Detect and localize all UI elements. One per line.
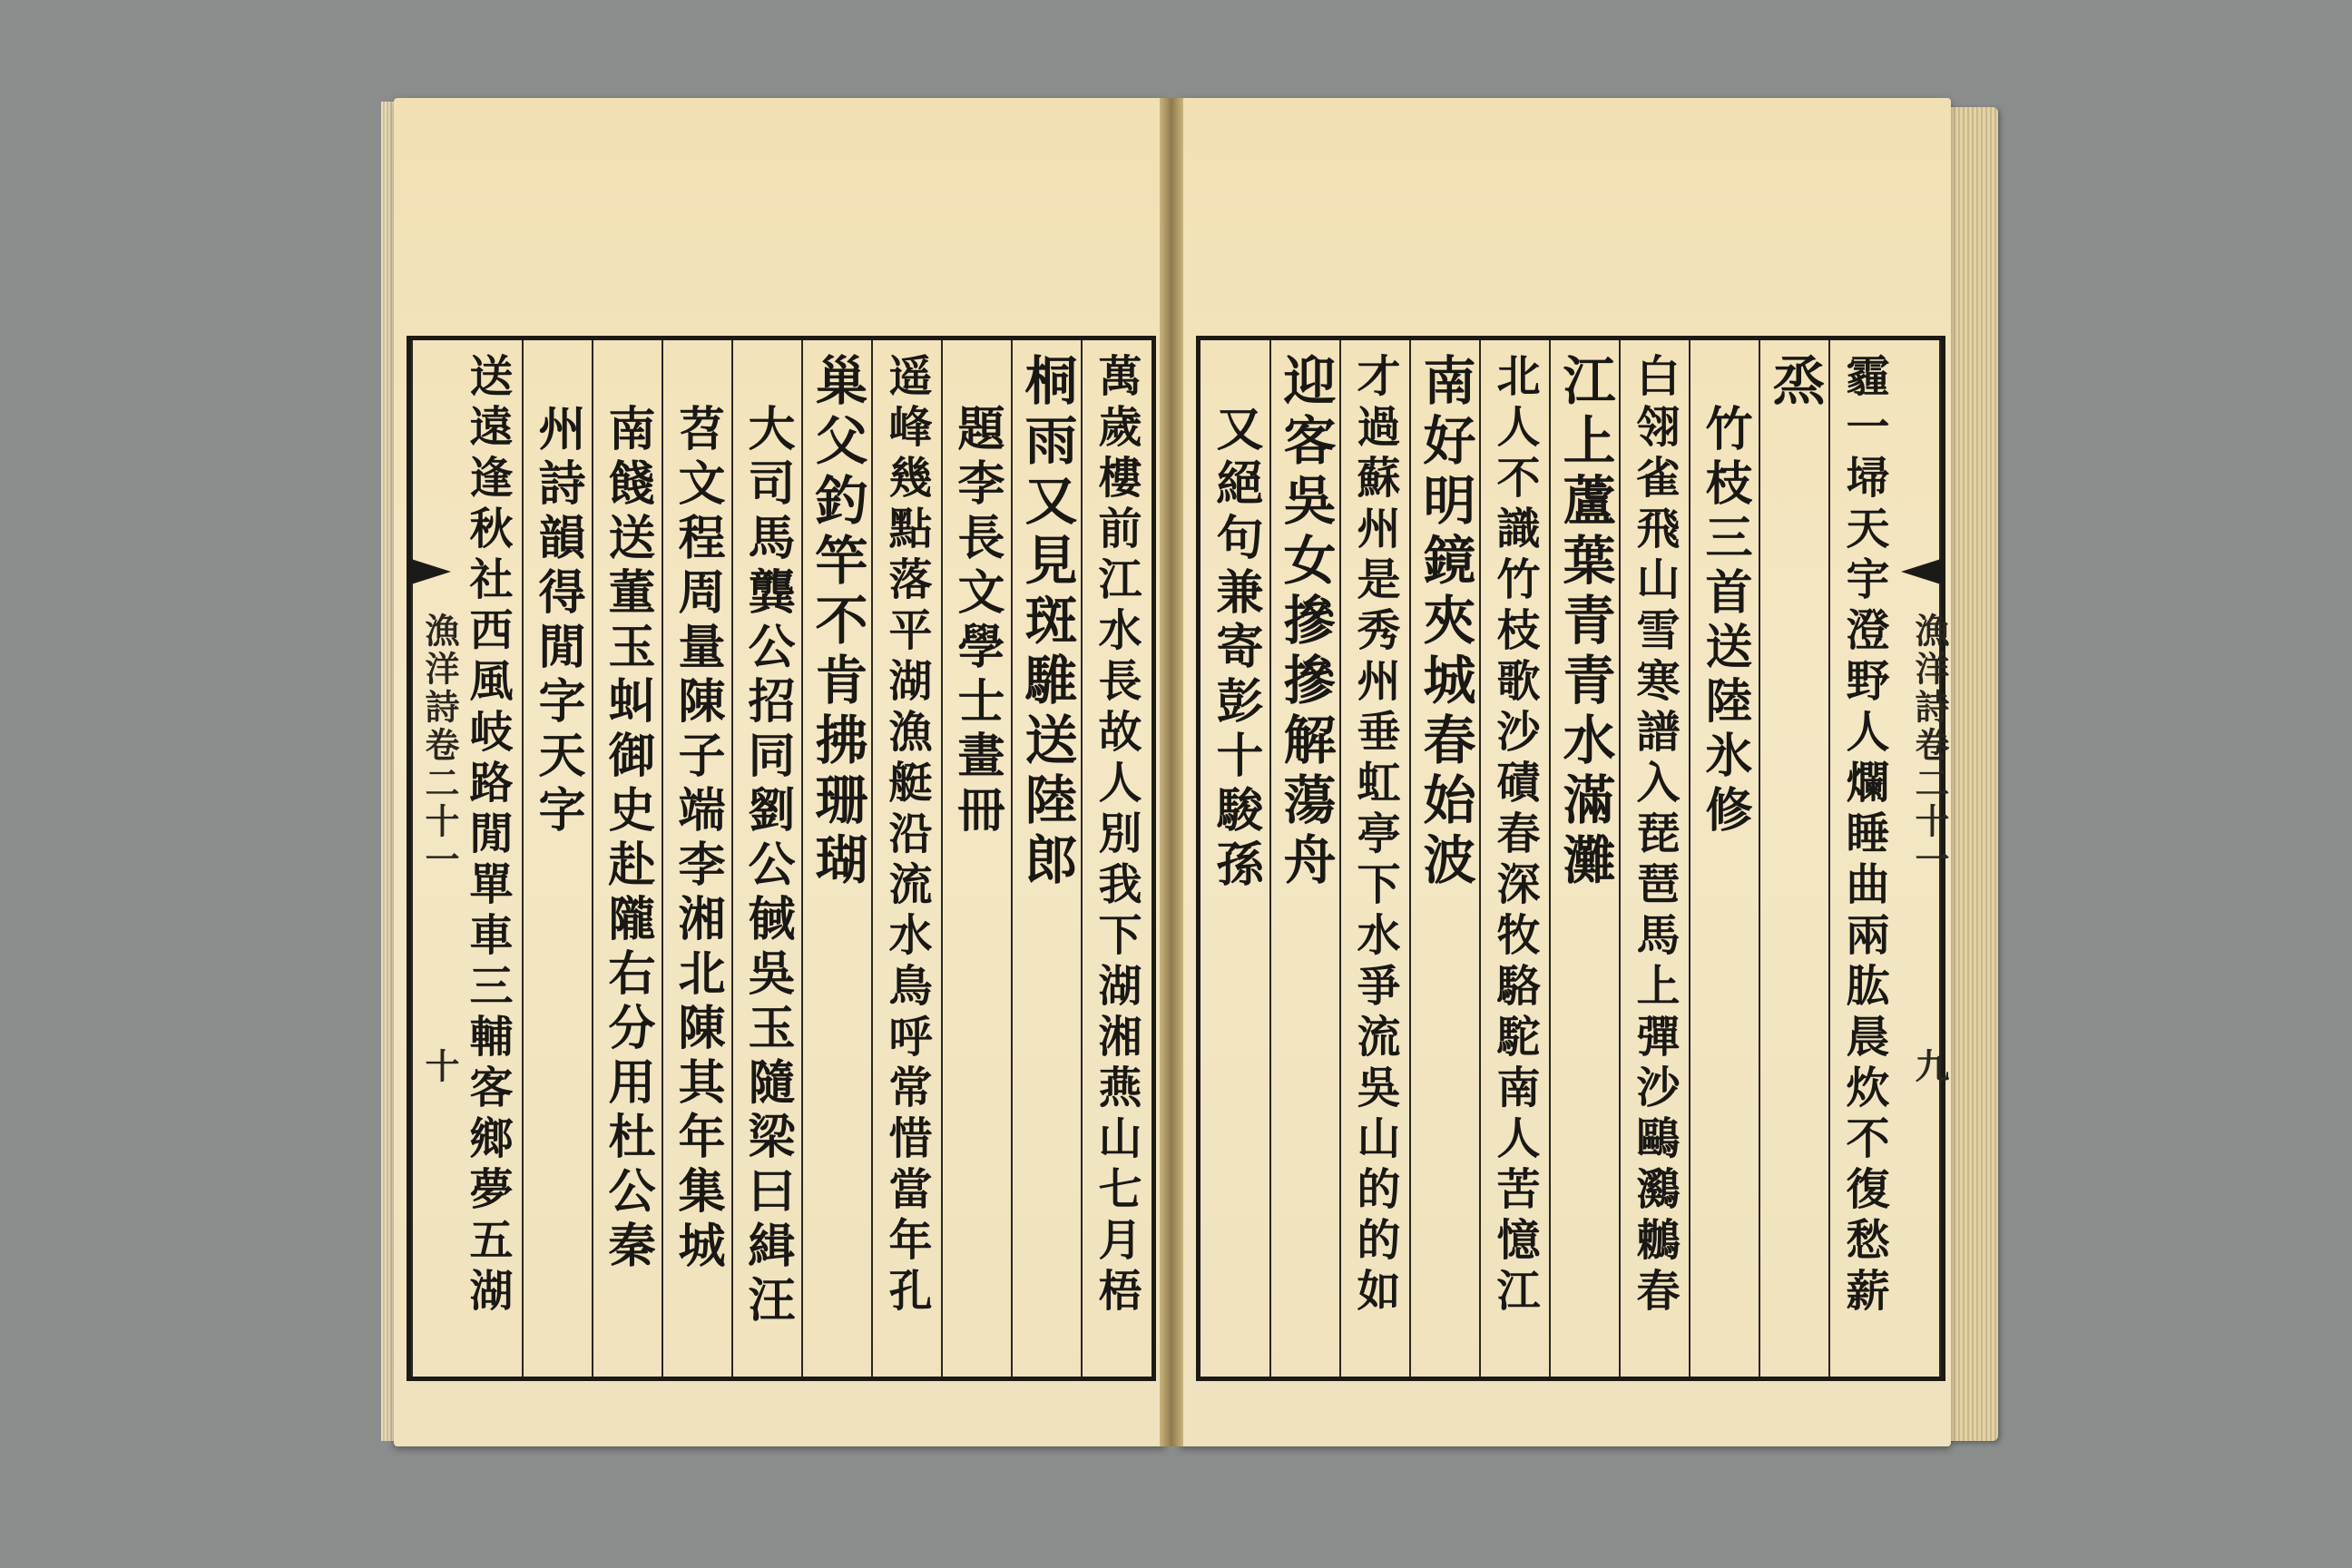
right-margin-title: 漁洋詩卷二十一 — [1909, 612, 1950, 879]
text-column — [523, 340, 593, 1377]
column-rule — [1619, 340, 1621, 1377]
column-rule — [592, 340, 593, 1377]
poem-line: 江上蘆葉青青水滿灘 — [1553, 353, 1616, 892]
left-center-band — [411, 340, 460, 1377]
text-column — [593, 340, 662, 1377]
poem-line: 南好明鏡夾城春始波 — [1414, 353, 1476, 892]
text-column — [1829, 340, 1899, 1377]
poem-heading: 竹枝三首送陸氷修 — [1697, 404, 1752, 839]
text-column — [1270, 340, 1340, 1377]
text-column — [1340, 340, 1410, 1377]
text-column — [1480, 340, 1550, 1377]
left-margin-title: 漁洋詩卷二十一 — [419, 612, 460, 879]
poem-heading: 州詩韻得閒字天字 — [530, 404, 585, 839]
poem-heading: 又絕句兼寄彭十駿孫 — [1208, 404, 1263, 894]
text-column — [453, 340, 523, 1377]
text-column — [1759, 340, 1829, 1377]
poem-line: 烝 — [1763, 353, 1826, 413]
text-column — [1550, 340, 1620, 1377]
column-rule — [1549, 340, 1551, 1377]
poem-line: 送遠逢秋社西風岐路閒單車三輔客鄉夢五湖 — [462, 353, 513, 1318]
column-rule — [731, 340, 733, 1377]
right-page-number: 九 — [1909, 1048, 1950, 1086]
column-rule — [871, 340, 873, 1377]
text-column — [1200, 340, 1270, 1377]
text-column — [942, 340, 1012, 1377]
fish-tail-icon — [411, 554, 451, 590]
right-page-text-frame — [1196, 336, 1950, 1381]
column-rule — [1689, 340, 1690, 1377]
book-gutter — [1160, 98, 1183, 1446]
poem-line: 巢父釣竿不肯拂珊瑚 — [806, 353, 868, 892]
fish-tail-icon — [1901, 554, 1941, 590]
poem-line: 霾一埽天宇澄野人爛睡曲兩肱晨炊不復愁薪 — [1838, 353, 1889, 1318]
text-column — [1012, 340, 1082, 1377]
poem-line: 北人不識竹枝歌沙磧春深牧駱駝南人苦憶江 — [1489, 353, 1540, 1318]
column-rule — [941, 340, 943, 1377]
poem-line: 才過蘇州是秀州垂虹亭下水爭流吳山的的如 — [1349, 353, 1400, 1318]
left-page-text-frame — [407, 336, 1156, 1381]
poem-line: 桐雨又見斑騅送陸郎 — [1015, 353, 1078, 892]
poem-heading: 苕文程周量陳子端李湘北陳其年集城 — [670, 404, 725, 1275]
poem-line: 迎客吳女摻摻解蕩舟 — [1274, 353, 1337, 892]
text-column — [1620, 340, 1690, 1377]
text-column — [802, 340, 872, 1377]
right-center-band — [1901, 340, 1950, 1377]
text-column — [662, 340, 732, 1377]
text-column — [732, 340, 802, 1377]
poem-line: 遥峰幾點落平湖漁艇沿流水鳥呼常惜當年孔 — [881, 353, 932, 1318]
text-column — [1690, 340, 1759, 1377]
text-column — [1082, 340, 1152, 1377]
text-column — [872, 340, 942, 1377]
text-column — [1410, 340, 1480, 1377]
column-rule — [1011, 340, 1013, 1377]
column-rule — [1479, 340, 1481, 1377]
column-rule — [1828, 340, 1830, 1377]
column-rule — [1269, 340, 1271, 1377]
poem-heading: 題李長文學士畫冊 — [949, 404, 1004, 839]
poem-heading: 南餞送董玉虯御史赴隴右分用杜公秦 — [600, 404, 655, 1275]
column-rule — [522, 340, 524, 1377]
column-rule — [662, 340, 663, 1377]
left-page-number: 十 — [419, 1048, 460, 1086]
column-rule — [1081, 340, 1083, 1377]
poem-heading: 大司馬龔公招同劉公戫吳玉隨梁曰緝汪 — [740, 404, 795, 1329]
column-rule — [1409, 340, 1411, 1377]
column-rule — [1759, 340, 1760, 1377]
poem-line: 萬歲樓前江水長故人別我下湖湘燕山七月梧 — [1091, 353, 1142, 1318]
column-rule — [801, 340, 803, 1377]
column-rule — [1339, 340, 1341, 1377]
poem-line: 白翎雀飛山雪寒譜入琵琶馬上彈沙鷗鸂鶒春 — [1629, 353, 1680, 1318]
